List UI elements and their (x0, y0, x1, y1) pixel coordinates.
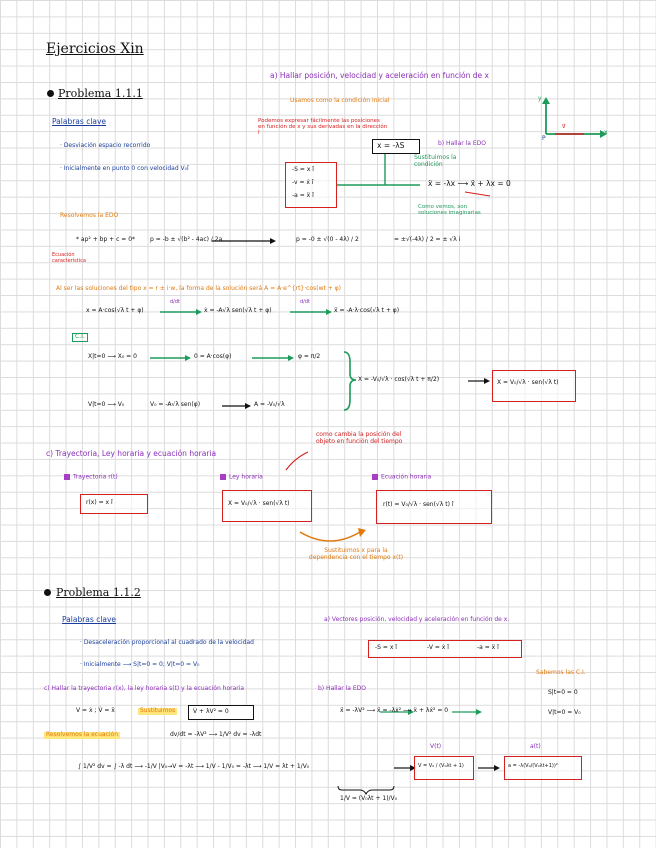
trajectory-label (64, 474, 118, 481)
keywords-title: Palabras clave (52, 117, 107, 126)
root-substituted: p = -0 ± √(0 - 4λ) / 2 (296, 236, 359, 243)
v-definition: V = ẋ ; V̇ = ẍ (76, 707, 115, 714)
page-title: Ejercicios Xin (46, 41, 144, 57)
keyword-item: · Desviación espacio recorrido (60, 142, 151, 149)
vector-s: -S = x î (292, 166, 314, 173)
keyword-item: · Inicialmente en punto 0 con velocidad V₀î (60, 165, 189, 172)
vector-box (368, 640, 522, 658)
equation-box (372, 139, 420, 154)
ley-result: X = V₀/√λ · sen(√λ t) (228, 500, 290, 507)
task-c: c) Trayectoria, Ley horaria y ecuación horaria (46, 449, 217, 458)
edo-equation: ẍ = -λV² ⟶ ẍ = -λẋ² ⟶ ẍ + λẋ² = 0 (340, 707, 449, 714)
separation-equation: dv/dt = -λV² ⟶ 1/V² dv = -λdt (170, 731, 262, 738)
substitute-note: Sustituimos la condición (414, 154, 457, 168)
hint-note: Usamos como la condición inicial (290, 97, 390, 104)
vector-s: -S = x î (375, 644, 397, 651)
x-sin-result: X = V₀/√λ · sen(√λ t) (497, 379, 559, 386)
equation-text: V̇ + λV² = 0 (193, 708, 229, 715)
x-cos-result: X = -V₀/√λ · cos(√λ t + π/2) (358, 376, 440, 383)
x-equation: x = A·cos(√λ t + φ) (86, 307, 144, 314)
bullet-dot (44, 589, 51, 596)
trajectory-result: r(x) = x î (86, 499, 113, 506)
solution-note: Al ser las soluciones del tipo x = r ± i·w, la forma de la solución será A = A·e^{rt}·cos(wt + φ) (56, 285, 341, 292)
trajectory-box (80, 494, 148, 514)
ley-text: Ley horaria (229, 473, 263, 481)
vt-label: V(t) (430, 743, 442, 750)
problem-heading: Problema 1.1.1 (58, 87, 143, 100)
ley-label (220, 474, 263, 481)
keyword-item: · Inicialmente ⟶ S|t=0 = 0; V|t=0 = V₀ (80, 661, 200, 668)
resolve-note: Resolvemos la EDO (60, 212, 119, 219)
ci-phi: φ = π/2 (298, 353, 321, 360)
bullet-dot (47, 90, 54, 97)
ci-x-position: X|t=0 ⟶ X₀ = 0 (88, 353, 137, 360)
keyword-item: · Desaceleración proporcional al cuadrado de la velocidad (80, 639, 254, 646)
ecuacion-box (376, 490, 492, 524)
edo-equation: ẍ = -λx ⟶ ẍ + λx = 0 (428, 179, 511, 188)
root-result: = ±√(-4λ) / 2 = ± √λ i (394, 236, 461, 243)
inverse-velocity: 1/V = (V₀λt + 1)/V₀ (340, 795, 398, 802)
result-box (492, 370, 576, 402)
ci-v-velocity: V|t=0 ⟶ V₀ (88, 401, 125, 408)
ecuacion-label (372, 474, 431, 481)
problem-heading: Problema 1.1.2 (56, 586, 141, 599)
task-a: a) Vectores posición, velocidad y aceleración en función de x. (324, 616, 510, 623)
characteristic-note: Ecuación característica (52, 252, 86, 264)
x-ddot-equation: ẍ = -A·λ·cos(√λ t + φ) (334, 307, 400, 314)
vector-a: -a = ẍ î (292, 192, 314, 199)
task-c: c) Hallar la trayectoria r(x), la ley horaria s(t) y la ecuación horaria (44, 685, 245, 692)
keywords-title: Palabras clave (62, 615, 117, 624)
ci-position: S|t=0 = 0 (548, 689, 578, 696)
equation-text: x = -λS (377, 141, 405, 150)
derivative-label: d/dt (170, 299, 180, 305)
root-formula: p = -b ± √(b² - 4ac) / 2a (150, 236, 223, 243)
at-label: a(t) (530, 743, 541, 750)
ecuacion-result: r(t) = V₀/√λ · sen(√λ t) î (383, 501, 454, 508)
vt-box (414, 756, 474, 780)
time-note: como cambia la posición del objeto en función del tiempo (316, 431, 403, 445)
ci-velocity: V|t=0 = V₀ (548, 709, 581, 716)
at-box (504, 756, 582, 780)
axis-y-label: y (538, 95, 542, 102)
ci-title: Sabemos las C.I. (536, 669, 586, 676)
integration-steps: ∫ 1/V² dv = ∫ -λ dt ⟶ -1/V |V₀→V = -λt ⟶ 1/V - 1/V₀ = -λt ⟶ 1/V = λt + 1/V₀ (78, 763, 310, 770)
characteristic-equation: * ap² + bp + c = 0* (76, 236, 136, 243)
vector-v: -V = ẋ î (427, 644, 449, 651)
vector-a: -a = ẍ î (477, 644, 499, 651)
equation-box (188, 705, 254, 720)
vt-result: V = V₀ / (V₀λt + 1) (418, 763, 464, 769)
x-dot-equation: ẋ = -A√λ sen(√λ t + φ) (204, 307, 272, 314)
red-note: Podemos expresar fácilmente las posiciones en función de x y sus derivadas en la dirección î (258, 118, 388, 137)
task-a: a) Hallar posición, velocidad y aceleración en función de x (270, 71, 489, 80)
substitute-note: Sustituimos (140, 707, 176, 714)
vector-box (285, 162, 337, 208)
green-note: Como vemos, son soluciones imaginarias (418, 204, 481, 217)
ci-amplitude: A = -V₀/√λ (254, 401, 285, 408)
point-label: P (542, 135, 546, 142)
at-result: a = -λ(V₀/(V₀λt+1))² (508, 763, 558, 769)
resolve-note: Resolvemos la ecuación (46, 731, 119, 738)
velocity-label: v⃗ (562, 123, 566, 130)
ci-label: C.I. (72, 333, 88, 342)
ley-box (222, 490, 312, 522)
axis-x-label: x (604, 129, 608, 136)
ecuacion-text: Ecuación horaria (381, 473, 432, 481)
substitute-time-note: Sustituimos x para la dependencia con el tiempo x(t) (308, 547, 404, 561)
task-b: b) Hallar la EDO (438, 140, 487, 147)
ci-v-sin: V₀ = -A√λ sen(φ) (150, 401, 201, 408)
vector-v: -v = ẋ î (292, 179, 314, 186)
task-b: b) Hallar la EDO (318, 685, 367, 692)
ci-x-cos: 0 = A·cos(φ) (194, 353, 232, 360)
trajectory-text: Trayectoria r(t) (73, 473, 118, 481)
derivative-label: d/dt (300, 299, 310, 305)
